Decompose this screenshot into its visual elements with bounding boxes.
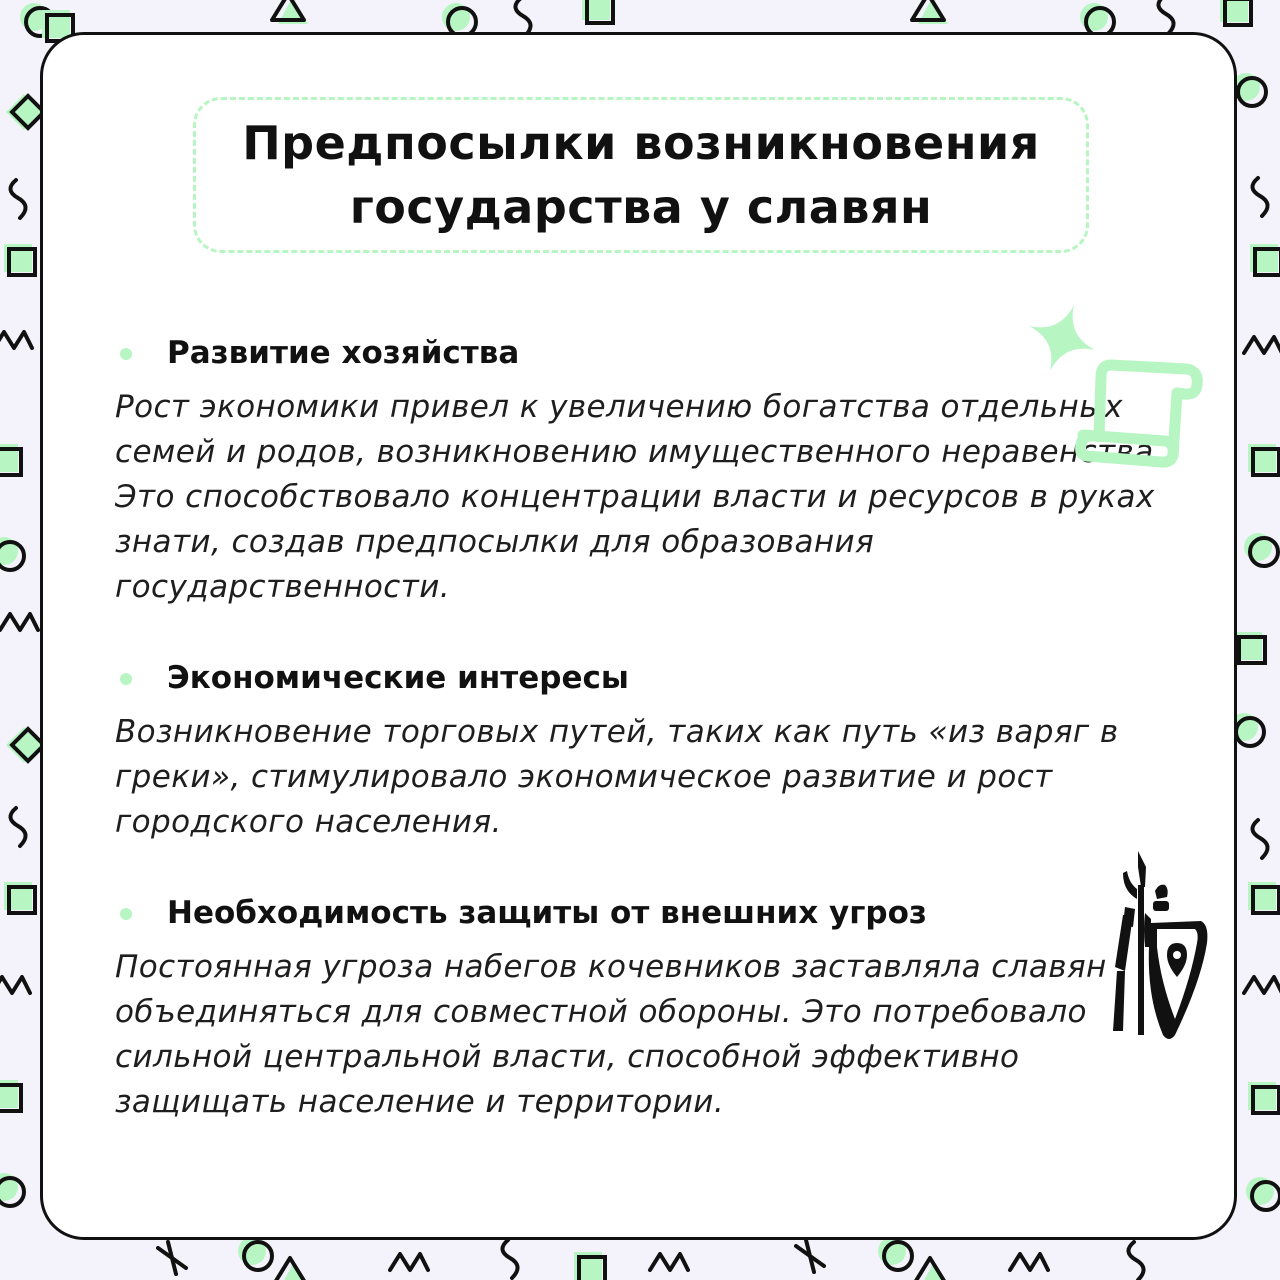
- zigzag-shape: [650, 1254, 688, 1270]
- section-heading-text: Развитие хозяйства: [167, 335, 520, 371]
- zigzag-shape: [0, 977, 30, 993]
- wave-shape: [10, 808, 25, 846]
- wave-shape: [1128, 1242, 1143, 1280]
- zigzag-shape: [0, 614, 38, 630]
- section-body: Возникновение торговых путей, таких как путь «из варяг в греки», стимулировало экономическое развитие и рост городского населения.: [115, 714, 1119, 840]
- section-heading-text: Экономические интересы: [167, 660, 629, 696]
- zigzag-shape: [1244, 977, 1280, 993]
- section-heading: [115, 335, 1165, 385]
- zigzag-shape: [0, 332, 32, 348]
- zigzag-shape: [1244, 337, 1280, 353]
- zigzag-shape: [390, 1254, 428, 1270]
- bullet-icon: [120, 908, 132, 920]
- warrior-icon: [1111, 847, 1211, 1047]
- wave-shape: [1252, 178, 1267, 216]
- section-heading: [115, 895, 1165, 945]
- title-box: [193, 97, 1089, 253]
- content-card: [40, 32, 1237, 1240]
- bullet-icon: [120, 348, 132, 360]
- wave-shape: [1158, 0, 1173, 34]
- section-heading-text: Необходимость защиты от внешних угроз: [167, 895, 927, 931]
- section-body: Постоянная угроза набегов кочевников заставляла славян объединяться для совместной обороны. Это потребовало сильной центральной власти, способной эффективно защищать население и территории.: [115, 949, 1107, 1120]
- zigzag-shape: [1010, 1254, 1048, 1270]
- wave-shape: [1252, 820, 1267, 858]
- section-economy: [115, 335, 1165, 610]
- wave-shape: [515, 0, 530, 36]
- wave-shape: [10, 180, 25, 218]
- bullet-icon: [120, 673, 132, 685]
- wave-shape: [502, 1240, 517, 1278]
- section-defense: [115, 895, 1165, 1125]
- section-body: Рост экономики привел к увеличению богатства отдельных семей и родов, возникновению имущественного неравенства. Это способствовало концентрации власти и ресурсов в руках знати, создав предпосылки для образования государственности.: [115, 389, 1164, 605]
- section-trade: [115, 660, 1165, 845]
- scroll-icon: [1075, 355, 1205, 470]
- section-heading: [115, 660, 1165, 710]
- page-title: Предпосылки возникновения государства у славян: [242, 116, 1040, 234]
